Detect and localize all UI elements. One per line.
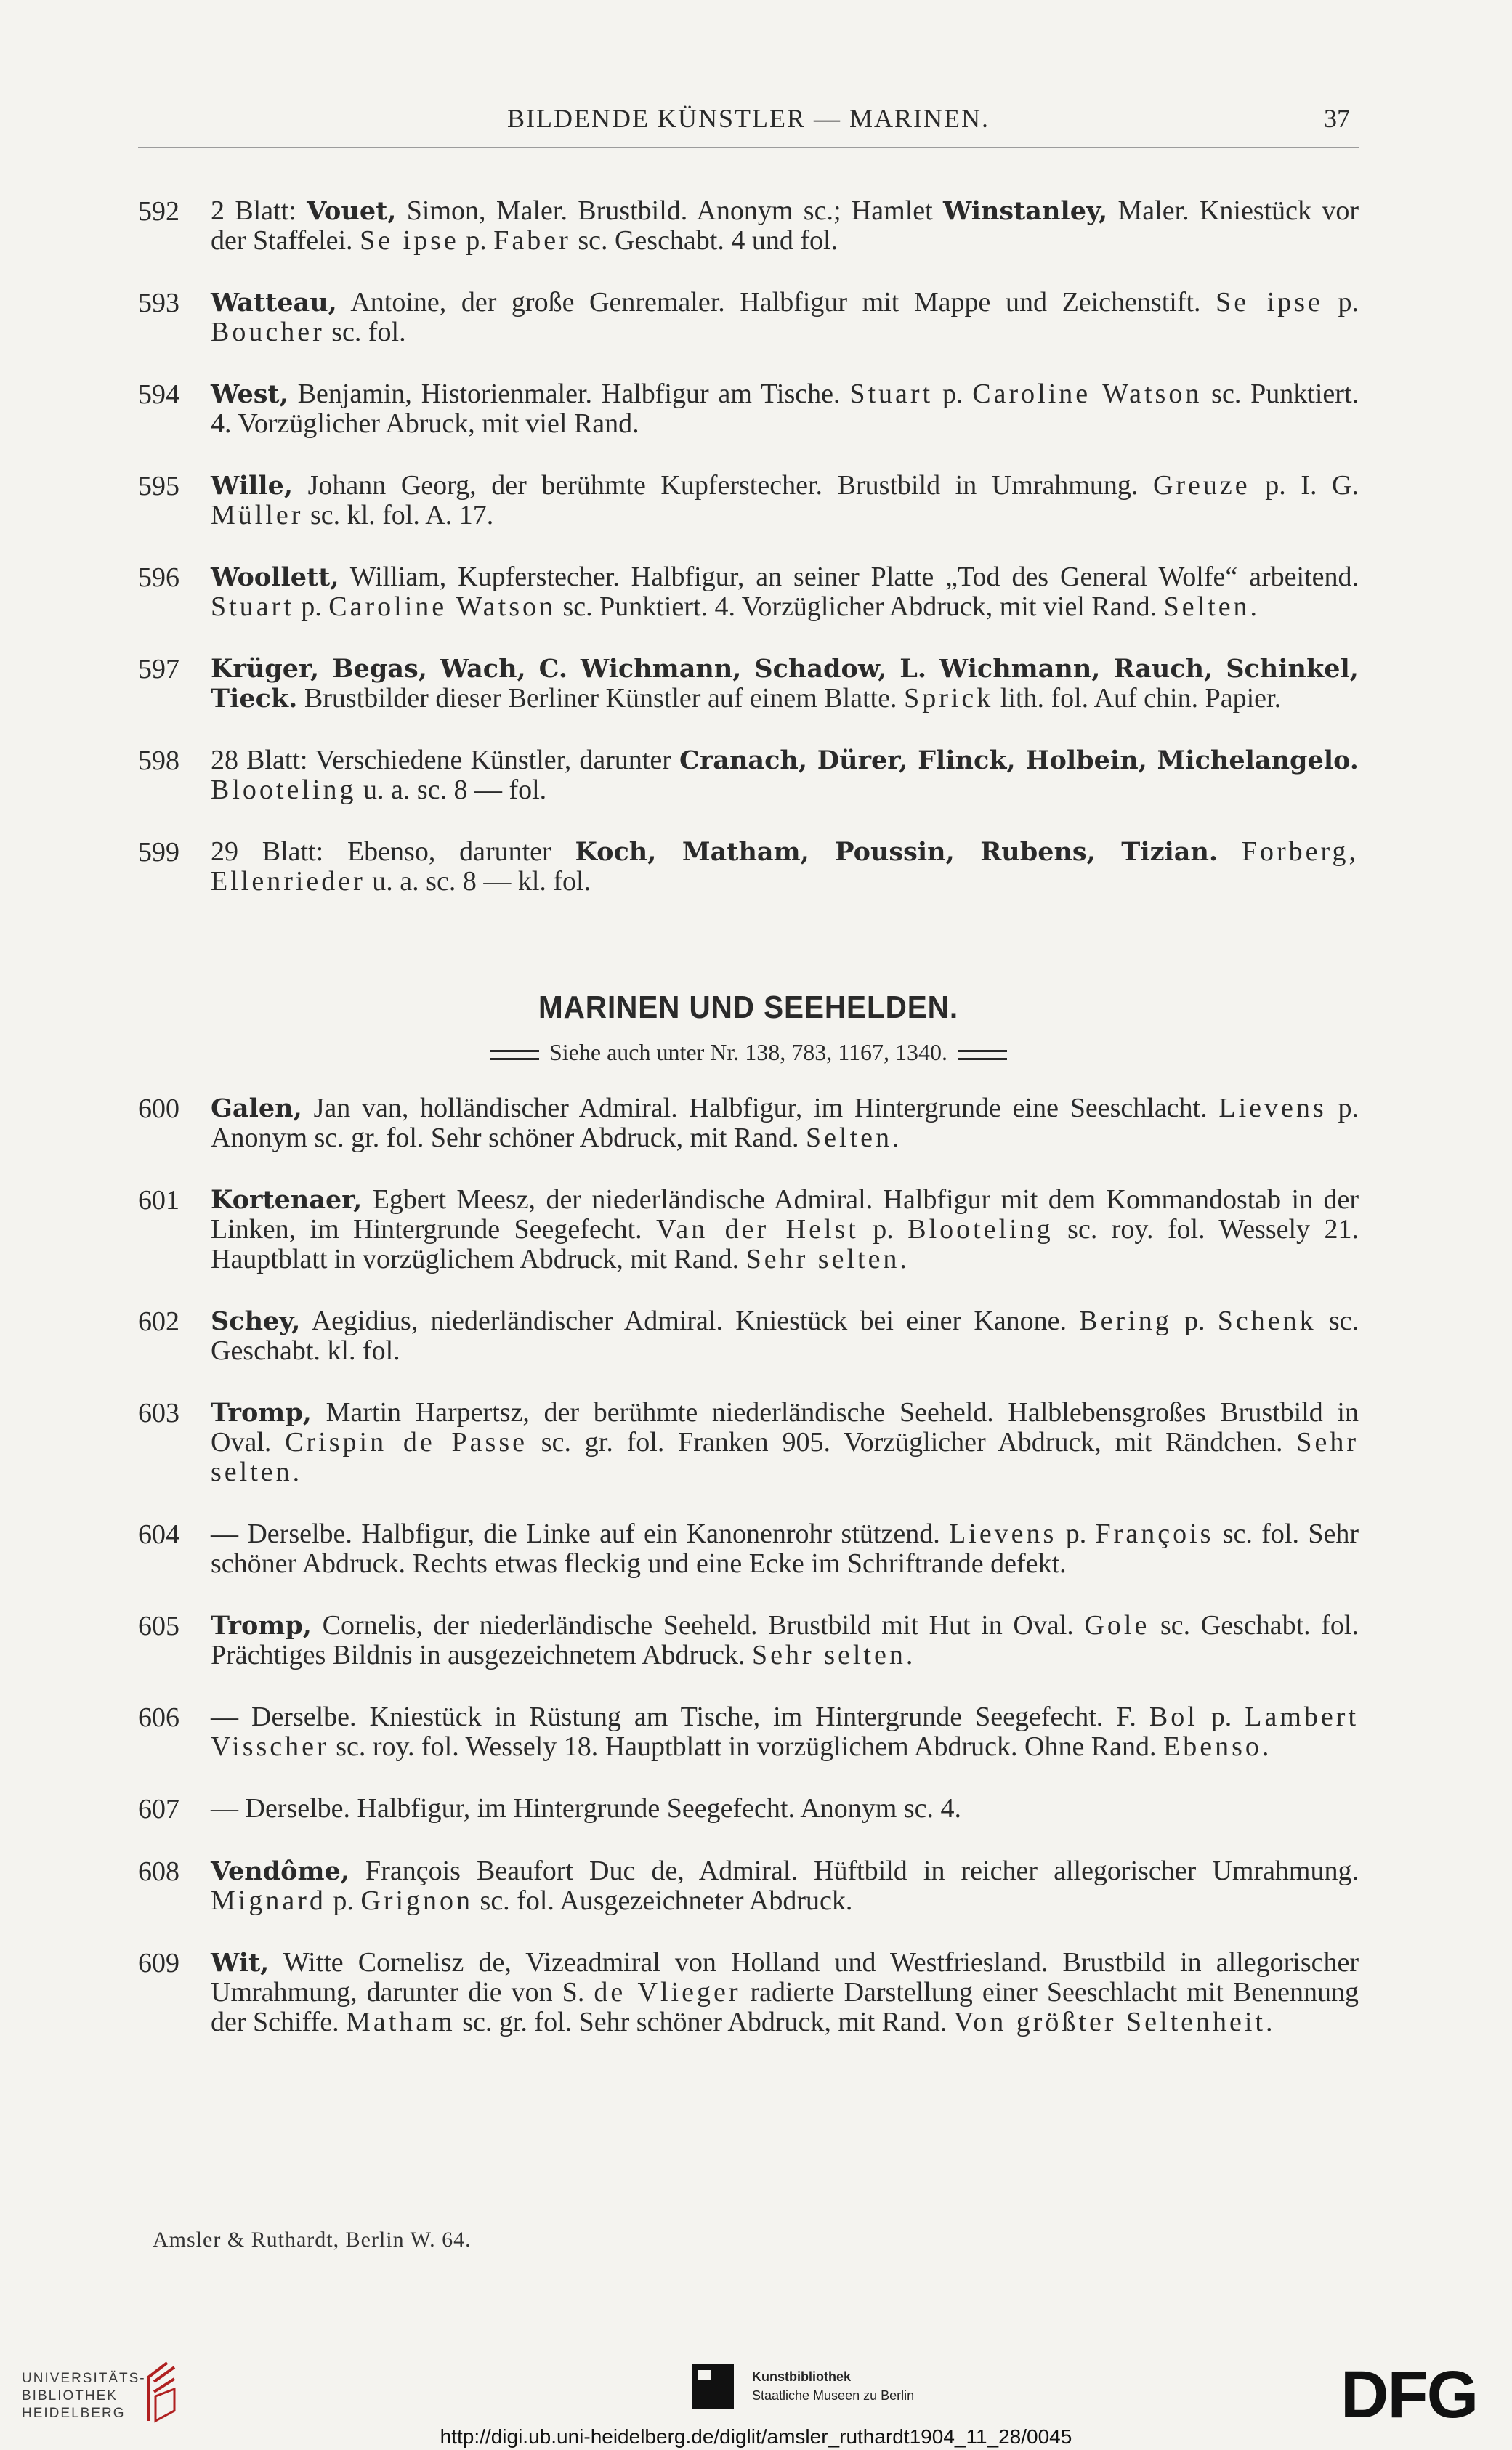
entry-text (1218, 836, 1242, 867)
entry-name: Wille, (211, 471, 294, 501)
entry-text: François (1095, 1519, 1214, 1549)
entry-text: de Vlieger (594, 1977, 741, 2008)
catalog-entry (138, 1093, 1359, 1153)
entry-description (211, 471, 1359, 530)
entry-text: Cornelis, der niederländische Seeheld. Brustbild mit Hut in Oval. (311, 1610, 1085, 1641)
entry-text: Lievens (1218, 1093, 1327, 1123)
entry-number: 597 (138, 654, 179, 684)
kunstbibliothek-logo-icon (692, 2364, 734, 2409)
entry-description (211, 1948, 1359, 2037)
double-rule-left (490, 1050, 539, 1060)
permalink-url[interactable]: http://digi.ub.uni-heidelberg.de/diglit/amsler_ruthardt1904_11_28/0045 (440, 2425, 1072, 2448)
entry-text: Witte Cornelisz de, Vizeadmiral von Holland und Westfriesland. Brustbild in allegorischer Umrahmung, darunter die von S. (211, 1947, 1359, 2008)
entry-number: 596 (138, 562, 179, 593)
catalog-entry (138, 1794, 1359, 1824)
entry-number: 603 (138, 1398, 179, 1428)
entry-description (211, 1398, 1359, 1487)
entry-text: Johann Georg, der berühmte Kupferstecher. Brustbild in Umrahmung. (293, 470, 1153, 501)
entry-text: Crispin de Passe (285, 1427, 527, 1458)
entry-text: p. (858, 1214, 908, 1245)
entry-text: sc. fol. (324, 317, 406, 347)
entry-description (211, 654, 1359, 713)
entry-description (211, 1093, 1359, 1153)
entry-description (211, 1702, 1359, 1762)
entry-number: 605 (138, 1611, 179, 1641)
entry-text: William, Kupferstecher. Halbfigur, an seiner Platte „Tod des General Wolfe“ arbeitend. (339, 562, 1359, 592)
entry-text: sc. Punktiert. 4. Vorzüglicher Abdruck, mit viel Rand. (555, 591, 1164, 622)
entry-number: 604 (138, 1519, 179, 1550)
entry-text: sc. gr. fol. Franken 905. Vorzüglicher Abdruck, mit Rändchen. (527, 1427, 1297, 1458)
entry-name: Tromp, (211, 1398, 312, 1428)
catalog-entry (138, 1519, 1359, 1579)
entry-description (211, 196, 1359, 256)
entry-text: Jan van, holländischer Admiral. Halbfigur, im Hintergrunde eine Seeschlacht. (302, 1093, 1219, 1123)
entry-text: Aegidius, niederländischer Admiral. Kniestück bei einer Kanone. (300, 1306, 1080, 1336)
entry-text: Selten. (1163, 591, 1261, 622)
entry-text: Benjamin, Historienmaler. Halbfigur am Tische. (288, 379, 850, 409)
entry-text: Lievens (949, 1519, 1057, 1549)
entry-description (211, 1794, 1359, 1824)
entry-number: 598 (138, 745, 179, 776)
running-title: BILDENDE KÜNSTLER — MARINEN. (507, 104, 990, 133)
entry-text: — Derselbe. Halbfigur, die Linke auf ein Kanonenrohr stützend. (211, 1519, 950, 1549)
section-see-also (138, 1039, 1359, 1066)
section-heading: MARINEN UND SEEHELDEN. (538, 990, 959, 1025)
entry-text: Van der Helst (656, 1214, 859, 1245)
entry-text: Sehr selten. (752, 1640, 916, 1670)
university-library-label (22, 2370, 146, 2422)
university-line: UNIVERSITÄTS- (22, 2371, 146, 2386)
entry-text: p. (1322, 287, 1359, 318)
entry-text: Sehr selten. (745, 1244, 910, 1274)
entry-name: Koch, Matham, Poussin, Rubens, Tizian. (575, 837, 1218, 867)
catalog-entry (138, 1948, 1359, 2037)
entry-text: sc. roy. fol. Wessely 18. Hauptblatt in vorzüglichem Abdruck. Ohne Rand. (328, 1731, 1164, 1762)
entry-text: Schenk (1217, 1306, 1317, 1336)
kb-title: Kunstbibliothek (752, 2369, 851, 2384)
catalog-entry (138, 288, 1359, 347)
catalog-entry (138, 196, 1359, 256)
entry-text: sc. Geschabt. kl. fol. (211, 1306, 1359, 1366)
entry-text: Stuart (211, 591, 294, 622)
entry-text: Gole (1084, 1610, 1150, 1641)
entry-text: Se ipse (360, 225, 459, 256)
entry-name: Galen, (211, 1093, 302, 1123)
entry-number: 609 (138, 1948, 179, 1978)
entry-text: Boucher (211, 317, 325, 347)
entry-text: p. (294, 591, 329, 622)
entry-number: 594 (138, 379, 179, 410)
entry-text: p. (326, 1885, 361, 1916)
entry-description (211, 1856, 1359, 1916)
entry-text: Caroline Watson (972, 379, 1202, 409)
entry-description (211, 562, 1359, 622)
entry-text: sc. roy. fol. Wessely 21. Hauptblatt in vorzüglichem Abdruck, mit Rand. (211, 1214, 1359, 1274)
entry-text: Stuart (849, 379, 934, 409)
entry-text: 28 Blatt: Verschiedene Künstler, darunter (211, 745, 679, 775)
university-logo-icon (138, 2360, 183, 2424)
entry-text: p. (1056, 1519, 1096, 1549)
entry-description (211, 837, 1359, 897)
entry-description (211, 1519, 1359, 1579)
entry-text: sc. fol. Ausgezeichneter Abdruck. (473, 1885, 853, 1916)
entry-text: Blooteling (907, 1214, 1054, 1245)
entry-text: p. (1171, 1306, 1218, 1336)
entry-description (211, 745, 1359, 805)
entry-text: Selten. (806, 1123, 902, 1153)
kb-subtitle: Staatliche Museen zu Berlin (752, 2388, 915, 2403)
catalog-entry (138, 471, 1359, 530)
entry-text: — Derselbe. Kniestück in Rüstung am Tische, im Hintergrunde Seegefecht. F. (211, 1702, 1149, 1732)
entry-text: radierte Darstellung einer Seeschlacht mit Benennung der Schiffe. (211, 1977, 1359, 2037)
entry-text: p. I. G. (1250, 470, 1359, 501)
catalog-entry (138, 1185, 1359, 1274)
entry-text: Simon, Maler. Brustbild. Anonym sc.; Hamlet (396, 195, 943, 226)
catalog-entry (138, 654, 1359, 713)
see-also-text: Siehe auch unter Nr. 138, 783, 1167, 1340. (549, 1039, 948, 1065)
entry-text: u. a. sc. 8 — kl. fol. (365, 866, 591, 897)
entry-description (211, 379, 1359, 439)
catalog-entries-marine (138, 1093, 1359, 2069)
page-header (138, 103, 1359, 148)
entry-number: 606 (138, 1702, 179, 1733)
entry-name: Kortenaer, (211, 1185, 363, 1215)
entry-text: Mignard (211, 1885, 326, 1916)
university-line: BIBLIOTHEK (22, 2388, 118, 2403)
entry-text: Antoine, der große Genremaler. Halbfigur mit Mappe und Zeichenstift. (336, 287, 1216, 318)
entry-description (211, 1306, 1359, 1366)
catalog-entry (138, 1306, 1359, 1366)
entry-text: 29 Blatt: Ebenso, darunter (211, 836, 575, 867)
entry-name: West, (211, 379, 288, 409)
entry-text: sc. Punktiert. 4. Vorzüglicher Abruck, mit viel Rand. (211, 379, 1359, 439)
entry-name: Woollett, (211, 562, 339, 592)
entry-text: p. (933, 379, 973, 409)
entry-text: — Derselbe. Halbfigur, im Hintergrunde Seegefecht. Anonym sc. 4. (211, 1793, 962, 1824)
catalog-entry (138, 1856, 1359, 1916)
entry-text: sc. Geschabt. fol. Prächtiges Bildnis in ausgezeichnetem Abdruck. (211, 1610, 1359, 1670)
entry-text: Lambert Visscher (211, 1702, 1359, 1762)
entry-text: Caroline Watson (328, 591, 556, 622)
entry-name: Vendôme, (211, 1856, 349, 1886)
entry-description (211, 288, 1359, 347)
kunstbibliothek-label (752, 2367, 914, 2405)
catalog-entry (138, 562, 1359, 622)
entry-text: u. a. sc. 8 — fol. (356, 775, 547, 805)
entry-description (211, 1611, 1359, 1670)
catalog-entries-artists (138, 196, 1359, 929)
entry-name: Wit, (211, 1948, 270, 1978)
catalog-entry (138, 1398, 1359, 1487)
entry-text: Maler. Kniestück vor der Staffelei. (211, 195, 1359, 256)
entry-name: Krüger, Begas, Wach, C. Wichmann, Schadow, L. Wichmann, Rauch, Schinkel, Tieck. (211, 654, 1359, 713)
entry-number: 602 (138, 1306, 179, 1337)
catalog-entry (138, 745, 1359, 805)
entry-text: lith. fol. Auf chin. Papier. (993, 683, 1282, 713)
entry-text: p. Anonym sc. gr. fol. Sehr schöner Abdruck, mit Rand. (211, 1093, 1359, 1153)
entry-text: p. (458, 225, 494, 256)
entry-text: sc. gr. fol. Sehr schöner Abdruck, mit Rand. (455, 2007, 954, 2037)
double-rule-right (958, 1050, 1007, 1060)
catalog-entry (138, 1702, 1359, 1762)
entry-text: Sehr selten. (211, 1427, 1359, 1487)
catalog-entry (138, 1611, 1359, 1670)
entry-text: Von größter Seltenheit. (953, 2007, 1276, 2037)
entry-number: 593 (138, 288, 179, 318)
entry-text: Sprick (904, 683, 994, 713)
entry-text: Müller (211, 500, 304, 530)
entry-text: Se ipse (1216, 287, 1323, 318)
entry-name: Watteau, (211, 288, 337, 318)
page-number: 37 (1324, 104, 1350, 133)
publisher-footer: Amsler & Ruthardt, Berlin W. 64. (153, 2228, 472, 2252)
entry-text: Blooteling (211, 775, 357, 805)
entry-text: Egbert Meesz, der niederländische Admiral. Halbfigur mit dem Kommandostab in der Linken, im Hintergrunde Seegefecht. (211, 1184, 1359, 1245)
catalog-entry (138, 379, 1359, 439)
entry-number: 599 (138, 837, 179, 868)
entry-text: Brustbilder dieser Berliner Künstler auf einem Blatte. (297, 683, 905, 713)
entry-text: Bol (1149, 1702, 1198, 1732)
catalog-entry (138, 837, 1359, 897)
entry-number: 595 (138, 471, 179, 501)
entry-text: sc. fol. Sehr schöner Abdruck. Rechts etwas fleckig und eine Ecke im Schriftrande defekt. (211, 1519, 1359, 1579)
entry-text: sc. kl. fol. A. 17. (303, 500, 494, 530)
entry-text: François Beaufort Duc de, Admiral. Hüftbild in reicher allegorischer Umrahmung. (349, 1856, 1359, 1886)
entry-text: Greuze (1152, 470, 1250, 501)
entry-text: Grignon (360, 1885, 474, 1916)
entry-name: Winstanley, (943, 196, 1108, 226)
entry-text: Bering (1079, 1306, 1172, 1336)
entry-text: Faber (493, 225, 571, 256)
entry-text: p. (1197, 1702, 1245, 1732)
university-line: HEIDELBERG (22, 2406, 126, 2421)
entry-number: 592 (138, 196, 179, 227)
entry-text: 2 Blatt: (211, 195, 307, 226)
entry-number: 600 (138, 1093, 179, 1124)
dfg-logo: DFG (1341, 2358, 1478, 2432)
entry-name: Cranach, Dürer, Flinck, Holbein, Michelangelo. (679, 745, 1359, 775)
entry-name: Schey, (211, 1306, 301, 1336)
entry-text: Matham (346, 2007, 456, 2037)
entry-text: Ebenso. (1163, 1731, 1272, 1762)
entry-text: Forberg, Ellenrieder (211, 836, 1359, 897)
entry-number: 607 (138, 1794, 179, 1824)
entry-number: 601 (138, 1185, 179, 1216)
entry-text: Martin Harpertsz, der berühmte niederländische Seeheld. Halblebensgroßes Brustbild in Oval. (211, 1397, 1359, 1458)
entry-text: sc. Geschabt. 4 und fol. (570, 225, 838, 256)
entry-name: Vouet, (307, 196, 397, 226)
entry-number: 608 (138, 1856, 179, 1887)
entry-name: Tromp, (211, 1611, 312, 1641)
entry-description (211, 1185, 1359, 1274)
